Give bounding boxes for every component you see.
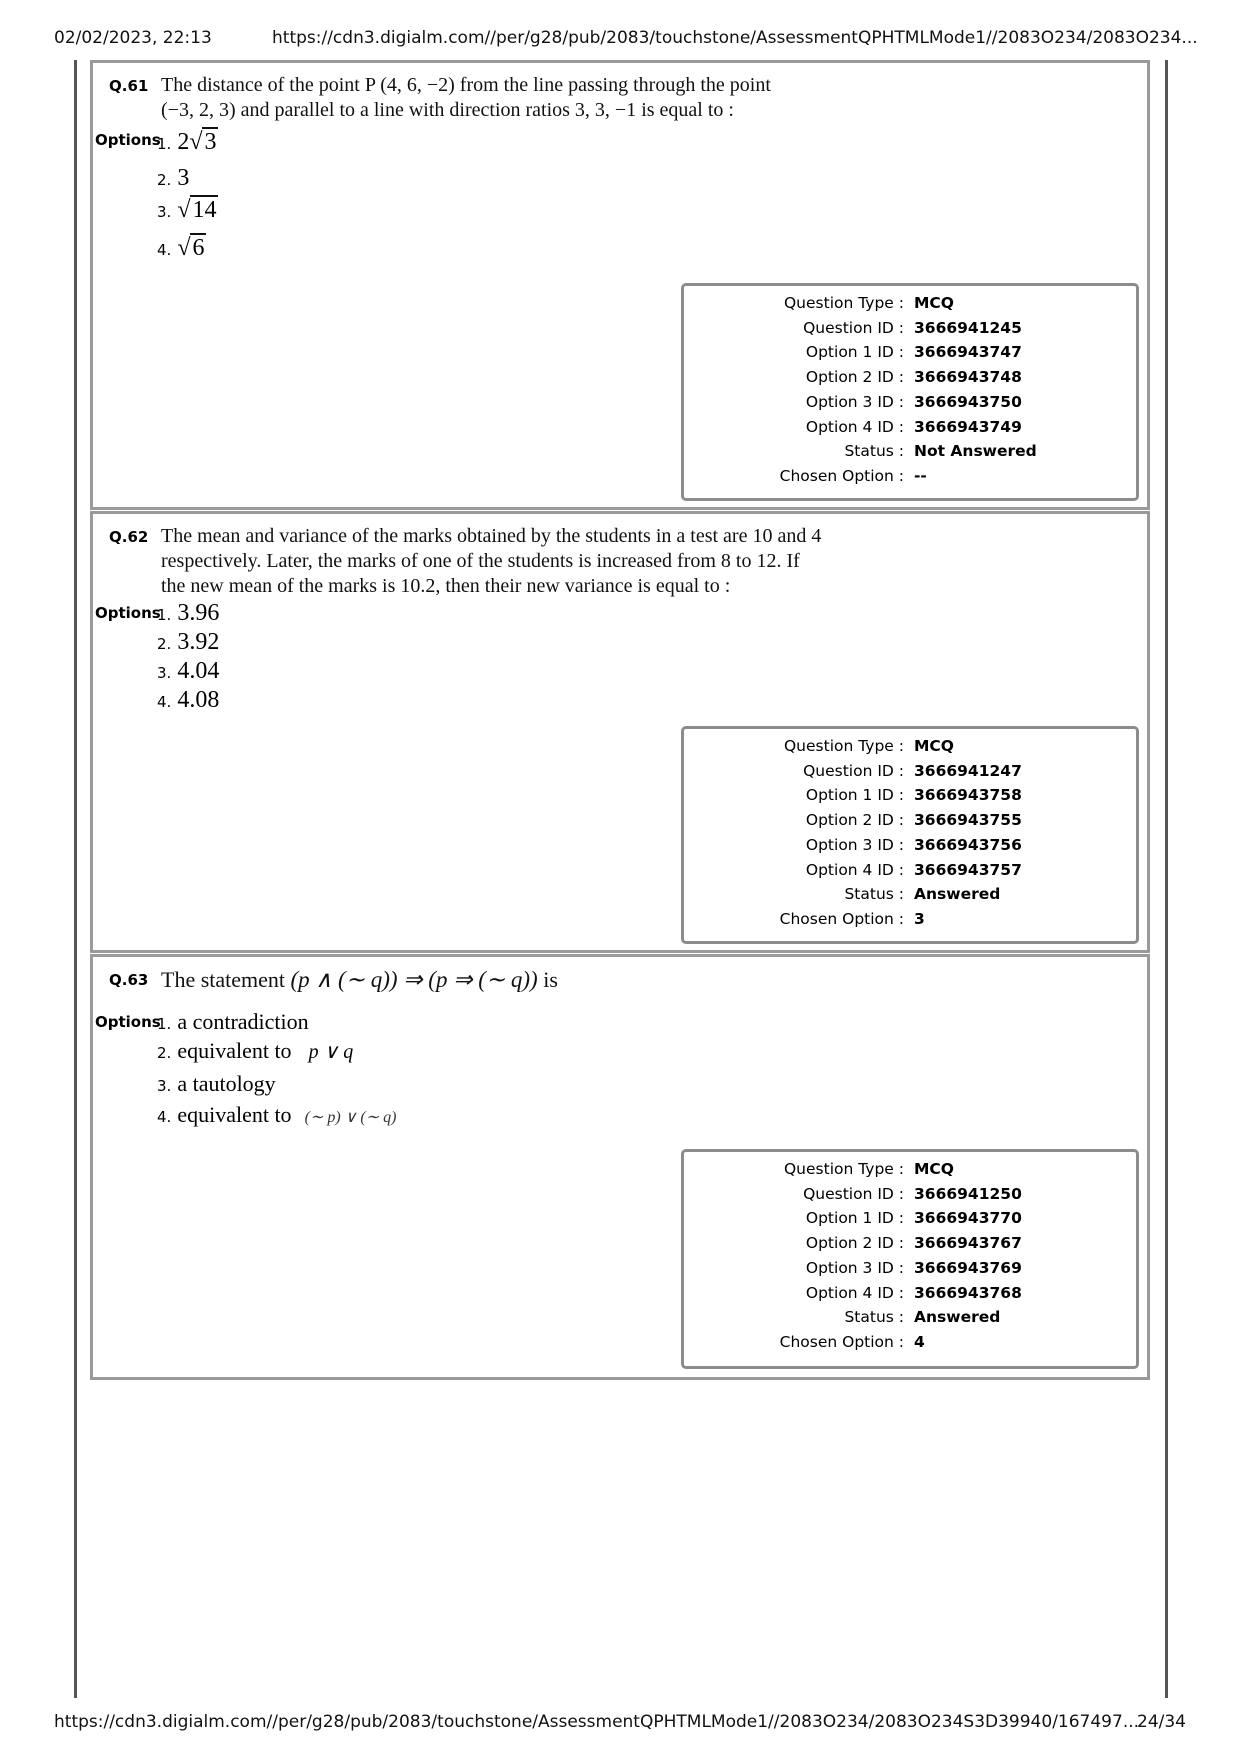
option-2: 2. equivalent to p ∨ q: [157, 1038, 354, 1063]
options-label: Options: [95, 604, 161, 622]
chosen-option-value: 4: [914, 1333, 925, 1351]
option-3: 3. a tautology: [157, 1071, 276, 1096]
page-border-left: [74, 60, 77, 1698]
status-value: Not Answered: [914, 442, 1037, 460]
option-1: 1. 2√3: [157, 129, 217, 155]
print-header-url: https://cdn3.digialm.com//per/g28/pub/2083/touchstone/AssessmentQPHTMLMode1//2083O234/2083O234...: [272, 28, 1198, 48]
print-footer: [54, 1712, 1186, 1736]
option-2: 2. 3: [157, 165, 190, 191]
question-number: Q.63: [109, 971, 149, 989]
option-3: 3. 4.04: [157, 658, 220, 684]
page-border-right: [1165, 60, 1168, 1698]
question-block-62: [90, 511, 1150, 953]
option-1: 1. a contradiction: [157, 1009, 309, 1034]
options-label: Options: [95, 131, 161, 149]
chosen-option-value: 3: [914, 910, 925, 928]
options-label: Options: [95, 1013, 161, 1031]
print-datetime: 02/02/2023, 22:13: [54, 28, 212, 48]
question-number: Q.62: [109, 528, 149, 546]
status-value: Answered: [914, 885, 1001, 903]
option-4: 4. 4.08: [157, 687, 220, 713]
option-3: 3. √14: [157, 197, 217, 223]
question-block-61: [90, 60, 1150, 510]
option-1: 1. 3.96: [157, 600, 220, 626]
question-text: The statement (p ∧ (∼ q)) ⇒ (p ⇒ (∼ q)) is: [161, 967, 558, 992]
question-meta-box: Question Type : MCQ Question ID : 3666941247 Option 1 ID : 3666943758 Option 2 ID : 3666943755 Option 3 ID : 3666943756 Option 4 ID : 3666943757 Status : Answered Chosen Option : 3: [681, 726, 1139, 944]
question-meta-box: Question Type : MCQ Question ID : 3666941250 Option 1 ID : 3666943770 Option 2 ID : 3666943767 Option 3 ID : 3666943769 Option 4 ID : 3666943768 Status : Answered Chosen Option : 4: [681, 1149, 1139, 1369]
question-text: The mean and variance of the marks obtained by the students in a test are 10 and 4 respectively. Later, the marks of one of the students is increased from 8 to 12. If the new mean of the marks is 10.2, then their new variance is equal to :: [161, 525, 822, 597]
option-4: 4. √6: [157, 235, 205, 261]
option-4: 4. equivalent to (∼ p) ∨ (∼ q): [157, 1102, 397, 1127]
option-2: 2. 3.92: [157, 629, 220, 655]
question-text: The distance of the point P (4, 6, −2) from the line passing through the point (−3, 2, 3) and parallel to a line with direction ratios 3, 3, −1 is equal to :: [161, 74, 771, 121]
status-value: Answered: [914, 1308, 1001, 1326]
page-number: 24/34: [1137, 1712, 1186, 1732]
print-footer-url: https://cdn3.digialm.com//per/g28/pub/2083/touchstone/AssessmentQPHTMLMode1//2083O234/2083O234S3D39940/167497...: [54, 1712, 1140, 1732]
chosen-option-value: --: [914, 467, 927, 485]
question-meta-box: Question Type : MCQ Question ID : 3666941245 Option 1 ID : 3666943747 Option 2 ID : 3666943748 Option 3 ID : 3666943750 Option 4 ID : 3666943749 Status : Not Answered Chosen Option : --: [681, 283, 1139, 501]
question-block-63: [90, 954, 1150, 1380]
question-number: Q.61: [109, 77, 149, 95]
print-header: [54, 28, 1198, 52]
